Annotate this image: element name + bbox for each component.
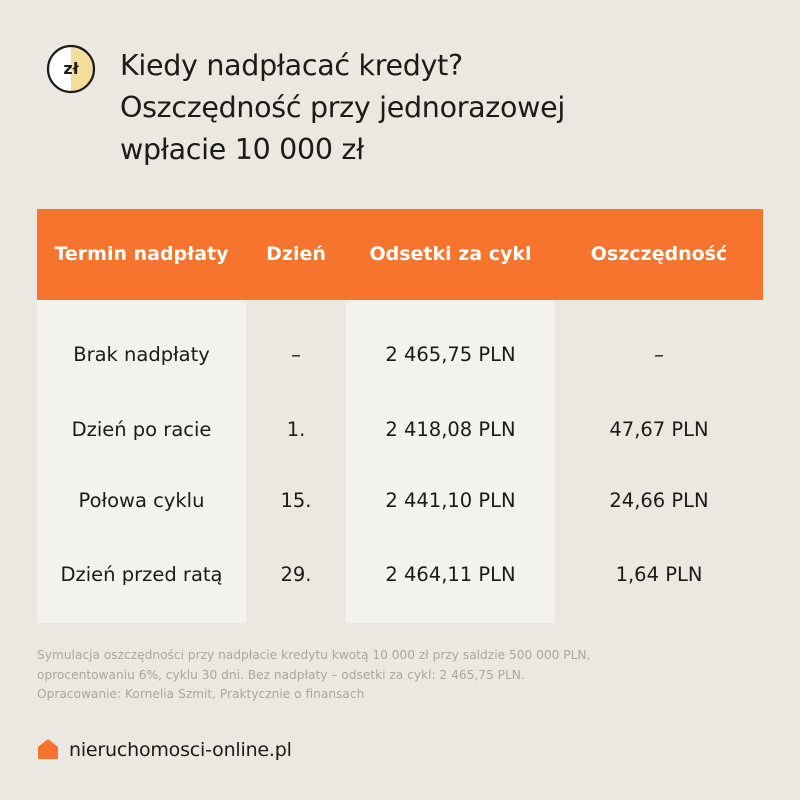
footnote bbox=[37, 646, 757, 705]
table-cell: Dzień przed ratą bbox=[60, 563, 223, 586]
title-line-3: wpłacie 10 000 zł bbox=[120, 133, 364, 166]
table-cell: Połowa cyklu bbox=[78, 489, 205, 512]
table-cell: 47,67 PLN bbox=[609, 418, 709, 441]
badge-label: zł bbox=[63, 59, 79, 78]
table-header-row bbox=[37, 209, 763, 300]
brand bbox=[37, 736, 437, 766]
column-header-dzien: Dzień bbox=[266, 243, 326, 265]
table-cell: 2 418,08 PLN bbox=[385, 418, 516, 441]
table-cell: 24,66 PLN bbox=[609, 489, 709, 512]
house-icon bbox=[37, 738, 59, 760]
table-cell: Dzień po racie bbox=[71, 418, 212, 441]
table-cell: Brak nadpłaty bbox=[73, 343, 210, 366]
currency-badge-icon bbox=[46, 44, 96, 94]
page-title bbox=[120, 45, 740, 171]
brand-name: nieruchomosci-online.pl bbox=[69, 739, 292, 761]
header bbox=[46, 44, 766, 194]
table-cell: 1. bbox=[286, 418, 306, 441]
table-cell: 1,64 PLN bbox=[615, 563, 703, 586]
table-cell: – bbox=[291, 343, 301, 366]
table-cell: 2 441,10 PLN bbox=[385, 489, 516, 512]
footnote-line-1: Symulacja oszczędności przy nadpłacie kredytu kwotą 10 000 zł przy saldzie 500 000 PLN, bbox=[37, 648, 591, 662]
column-header-odsetki: Odsetki za cykl bbox=[369, 243, 532, 265]
footnote-line-3: Opracowanie: Kornelia Szmit, Praktycznie o finansach bbox=[37, 687, 365, 701]
column-header-termin: Termin nadpłaty bbox=[54, 243, 229, 265]
table-cell: 15. bbox=[280, 489, 312, 512]
table-cell: 2 464,11 PLN bbox=[385, 563, 516, 586]
title-line-2: Oszczędność przy jednorazowej bbox=[120, 91, 565, 124]
table-cell: 2 465,75 PLN bbox=[385, 343, 516, 366]
title-line-1: Kiedy nadpłacać kredyt? bbox=[120, 49, 463, 82]
table-cell: 29. bbox=[280, 563, 312, 586]
footnote-line-2: oprocentowaniu 6%, cyklu 30 dni. Bez nadpłaty – odsetki za cykl: 2 465,75 PLN. bbox=[37, 667, 525, 682]
column-header-oszczednosc: Oszczędność bbox=[590, 243, 728, 265]
table-cell: – bbox=[654, 343, 664, 366]
savings-table bbox=[37, 209, 763, 623]
